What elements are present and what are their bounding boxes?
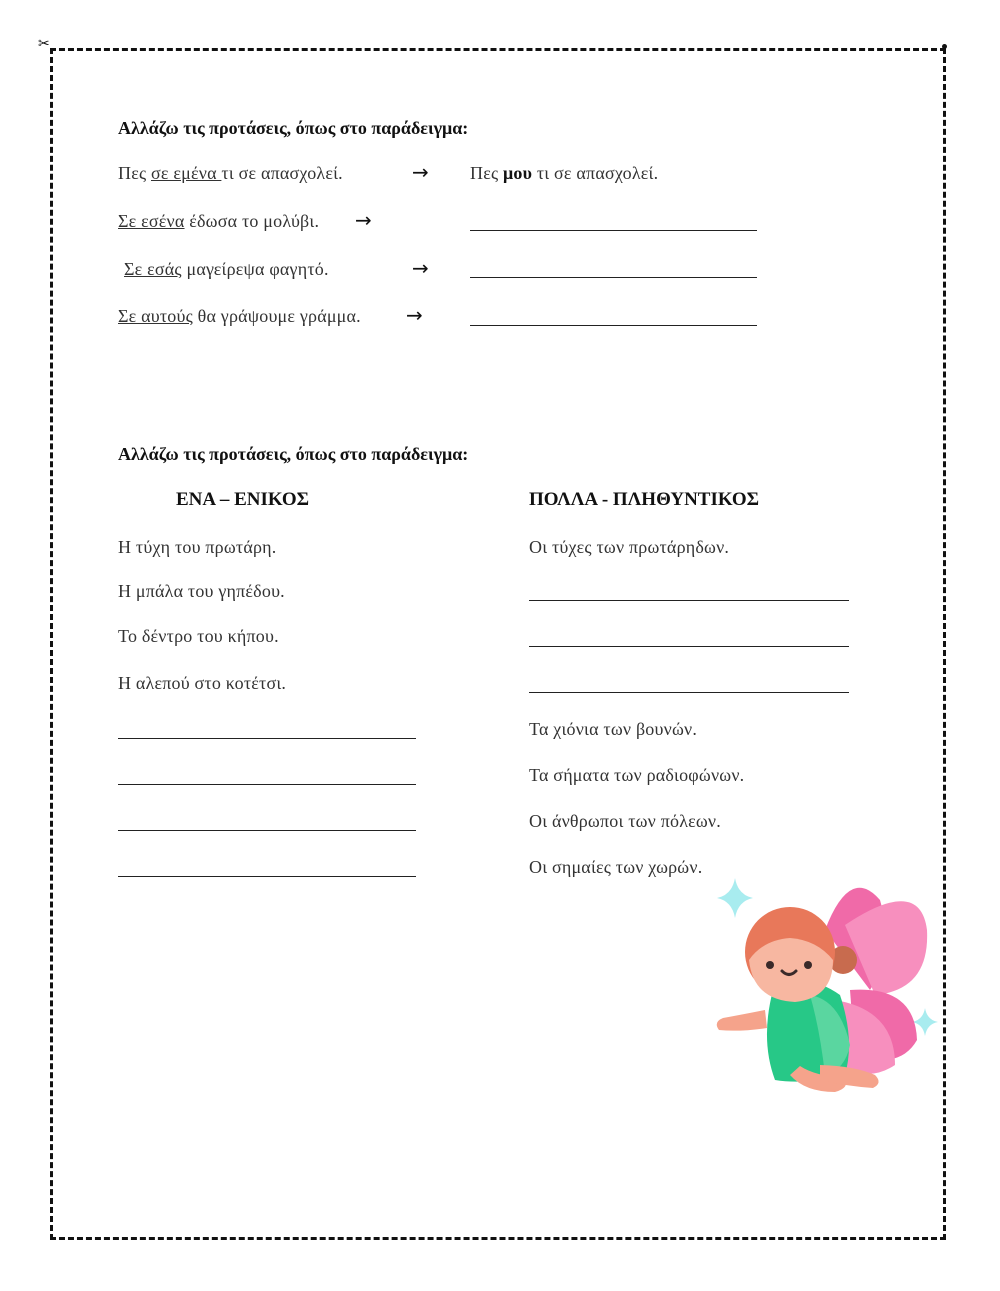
singular-item: Η αλεπού στο κοτέτσι. — [118, 673, 287, 693]
arrow-icon: → — [412, 256, 429, 280]
plural-item: Τα χιόνια των βουνών. — [529, 719, 698, 739]
sentence-4: Σε αυτούς θα γράψουμε γράμμα. — [118, 306, 361, 326]
answer-line-3[interactable] — [470, 277, 757, 278]
answer-line-2[interactable] — [470, 230, 757, 231]
fairy-illustration — [705, 870, 950, 1105]
section2-heading: Αλλάζω τις προτάσεις, όπως στο παράδειγμα: — [118, 444, 469, 464]
singular-answer-line[interactable] — [118, 738, 416, 739]
singular-answer-line[interactable] — [118, 830, 416, 831]
arrow-icon: → — [412, 160, 429, 184]
arrow-icon: → — [406, 303, 423, 327]
singular-item: Το δέντρο του κήπου. — [118, 626, 279, 646]
example-answer: Πες μου τι σε απασχολεί. — [470, 163, 659, 183]
singular-item: Η μπάλα του γηπέδου. — [118, 581, 285, 601]
answer-line-4[interactable] — [470, 325, 757, 326]
plural-example: Οι τύχες των πρωτάρηδων. — [529, 537, 730, 557]
plural-column-header: ΠΟΛΛΑ - ΠΛΗΘΥΝΤΙΚΟΣ — [529, 489, 760, 510]
sentence-2: Σε εσένα έδωσα το μολύβι. — [118, 211, 320, 231]
scissors-icon: ✂ — [38, 37, 50, 52]
singular-item: Η τύχη του πρωτάρη. — [118, 537, 277, 557]
plural-answer-line[interactable] — [529, 600, 849, 601]
sentence-3: Σε εσάς μαγείρεψα φαγητό. — [124, 259, 329, 279]
plural-answer-line[interactable] — [529, 692, 849, 693]
arrow-icon: → — [355, 208, 372, 232]
plural-item: Οι σημαίες των χωρών. — [529, 857, 703, 877]
section1-heading: Αλλάζω τις προτάσεις, όπως στο παράδειγμα: — [118, 118, 469, 138]
plural-item: Τα σήματα των ραδιοφώνων. — [529, 765, 745, 785]
singular-answer-line[interactable] — [118, 784, 416, 785]
plural-item: Οι άνθρωποι των πόλεων. — [529, 811, 721, 831]
plural-answer-line[interactable] — [529, 646, 849, 647]
example-sentence: Πες σε εμένα τι σε απασχολεί. — [118, 163, 343, 183]
sparkle-icon — [717, 878, 753, 918]
singular-answer-line[interactable] — [118, 876, 416, 877]
singular-column-header: ΕΝΑ – ΕΝΙΚΟΣ — [176, 489, 310, 510]
corner-marker — [942, 44, 947, 49]
